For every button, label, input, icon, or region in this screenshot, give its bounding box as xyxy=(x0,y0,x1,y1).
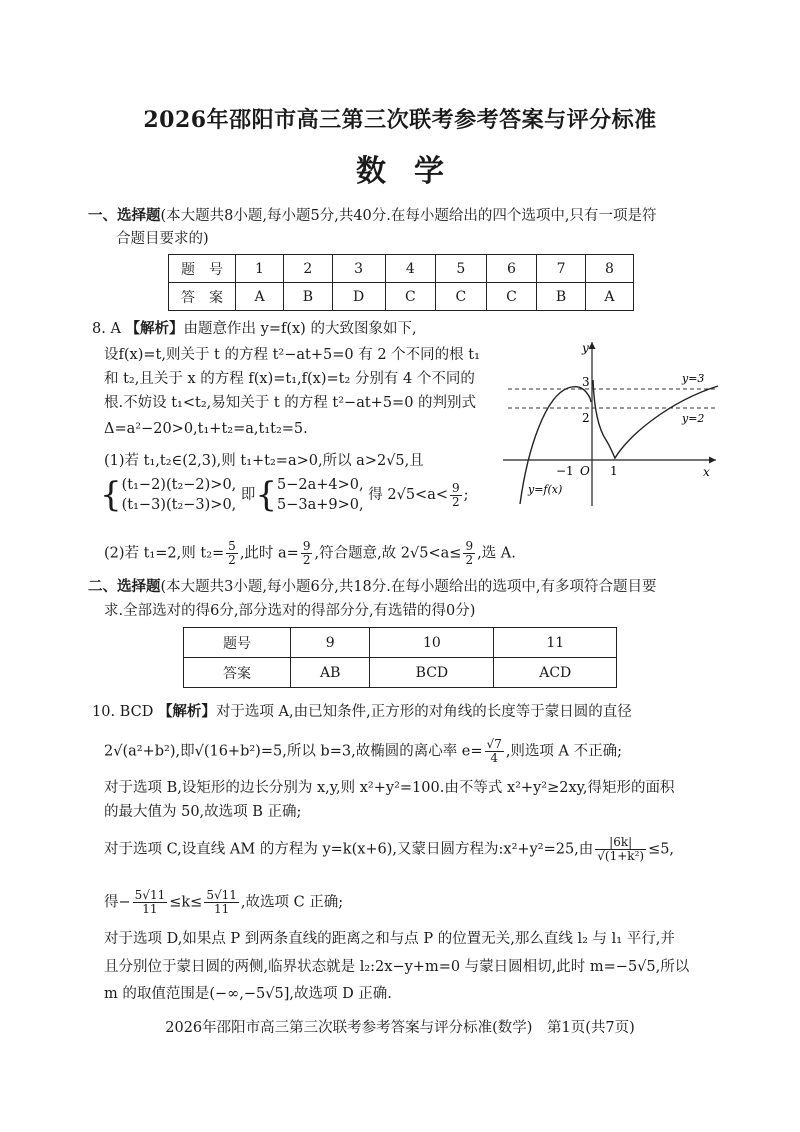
table-cell: 2 xyxy=(284,255,333,283)
section1-desc: (本大题共8小题,每小题5分,共40分.在每小题给出的四个选项中,只有一项是符 xyxy=(160,208,657,224)
y2-label: y=2 xyxy=(682,412,705,425)
table-cell: C xyxy=(486,283,537,311)
q8-line3: 和 t₂,且关于 x 的方程 f(x)=t₁,f(x)=t₂ 分别有 4 个不同的 xyxy=(104,371,475,387)
q8-line1 xyxy=(92,318,417,340)
table-header-cell: 题号 xyxy=(184,628,291,658)
table-cell: B xyxy=(537,283,586,311)
q8-head: 8. A xyxy=(92,321,121,337)
function-graph xyxy=(498,336,723,511)
table-cell: 9 xyxy=(291,628,370,658)
result-text: 得 2√5<a< xyxy=(368,487,448,503)
table-cell: BCD xyxy=(370,658,494,688)
denominator: 11 xyxy=(213,902,230,916)
table-row xyxy=(184,628,617,658)
semicolon: ; xyxy=(463,487,469,503)
tick-minus-1: −1 xyxy=(556,464,574,478)
system-2-eq-b: 5−3a+9>0, xyxy=(277,497,364,513)
table-cell: B xyxy=(284,283,333,311)
numerator: 9 xyxy=(302,539,311,553)
curve-label: y=f(x) xyxy=(528,483,563,496)
numerator: 5√11 xyxy=(134,888,166,902)
section2-heading: 二、选择题 xyxy=(88,578,161,595)
table-cell: 10 xyxy=(370,628,494,658)
system-2-eq-a: 5−2a+4>0, xyxy=(277,477,364,493)
q8-line8-b: ,此时 a= xyxy=(239,545,299,562)
q10-line5-a: 对于选项 C,设直线 AM 的方程为 y=k(x+6),又蒙日圆方程为:x²+y²=25,由 xyxy=(104,841,594,858)
fraction xyxy=(226,540,238,567)
fraction xyxy=(595,836,646,863)
q8-text: 由题意作出 y=f(x) 的大致图象如下, xyxy=(183,321,417,337)
y3-label: y=3 xyxy=(682,372,705,385)
tick-2: 2 xyxy=(582,411,590,425)
table-header-cell: 题 号 xyxy=(169,255,236,283)
section2-line1 xyxy=(88,576,657,598)
system-1-eq-a: (t₁−2)(t₂−2)>0, xyxy=(121,477,237,493)
system-2 xyxy=(277,475,364,515)
q10-line2-a: 2√(a²+b²),即√(16+b²)=5,所以 b=3,故椭圆的离心率 e= xyxy=(104,743,483,760)
system-1 xyxy=(122,475,237,515)
denominator: 2 xyxy=(302,553,311,567)
answer-table-2 xyxy=(183,627,617,688)
left-brace: { xyxy=(100,475,122,515)
q10-line5-b: ≤5, xyxy=(648,841,675,858)
q8-line5: Δ=a²−20>0,t₁+t₂=a,t₁t₂=5. xyxy=(104,421,308,437)
q10-line3: 对于选项 B,设矩形的边长分别为 x,y,则 x²+y²=100.由不等式 x²+y²≥2xy,得矩形的面积 xyxy=(104,780,675,796)
q10-head: 10. BCD xyxy=(92,704,154,720)
table-cell: 11 xyxy=(494,628,617,658)
y-axis-label: y xyxy=(582,341,589,355)
x-axis-label: x xyxy=(703,465,710,479)
section1-desc-line2: 合题目要求的) xyxy=(116,231,209,247)
q8-line8-d: ,选 A. xyxy=(477,545,516,562)
numerator: 5√11 xyxy=(206,888,237,902)
fraction xyxy=(450,482,462,509)
denominator: 2 xyxy=(228,553,236,567)
q10-line2 xyxy=(104,738,622,765)
q8-system-line xyxy=(100,475,469,515)
origin-label: O xyxy=(580,464,590,478)
numerator: 9 xyxy=(465,539,474,553)
fraction xyxy=(485,738,504,765)
fraction xyxy=(463,540,475,567)
q8-line6: (1)若 t₁,t₂∈(2,3),则 t₁+t₂=a>0,所以 a>2√5,且 xyxy=(104,453,424,469)
table-cell: 3 xyxy=(332,255,385,283)
q10-line6-a: 得− xyxy=(104,894,131,911)
numerator: 9 xyxy=(452,480,460,495)
table-header-cell: 答 案 xyxy=(169,283,236,311)
numerator: 5 xyxy=(228,539,236,553)
table-cell: ACD xyxy=(494,658,617,688)
q10-line6-b: ≤k≤ xyxy=(169,894,203,911)
table-cell: 1 xyxy=(236,255,284,283)
document-title: 2026年邵阳市高三第三次联考参考答案与评分标准 xyxy=(143,107,657,133)
q8-line8-c: ,符合题意,故 2√5<a≤ xyxy=(314,545,462,562)
system-1-eq-b: (t₁−3)(t₂−3)>0, xyxy=(121,497,237,513)
answer-table-1 xyxy=(168,254,634,311)
numerator: √7 xyxy=(486,737,502,751)
q10-line9: m 的取值范围是(−∞,−5√5],故选项 D 正确. xyxy=(104,986,392,1002)
q10-line1 xyxy=(92,701,632,723)
q10-line5 xyxy=(104,836,674,863)
table-cell: 8 xyxy=(585,255,633,283)
ji-text: 即 xyxy=(240,487,256,503)
q10-line7: 对于选项 D,如果点 P 到两条直线的距离之和与点 P 的位置无关,那么直线 l₂ 与 l₁ 平行,并 xyxy=(104,931,675,947)
section2-desc: (本大题共3小题,每小题6分,共18分.在每小题给出的选项中,有多项符合题目要 xyxy=(160,579,657,595)
table-cell: 7 xyxy=(537,255,586,283)
tick-1: 1 xyxy=(610,464,618,478)
numerator: |6k| xyxy=(595,836,646,850)
table-row xyxy=(184,658,617,688)
denominator: 2 xyxy=(465,553,474,567)
q10-text: 对于选项 A,由已知条件,正方形的对角线的长度等于蒙日圆的直径 xyxy=(215,704,632,720)
q10-line6 xyxy=(104,889,343,916)
table-row xyxy=(169,283,634,311)
table-cell: AB xyxy=(291,658,370,688)
table-row xyxy=(169,255,634,283)
table-cell: C xyxy=(385,283,436,311)
q8-line8-a: (2)若 t₁=2,则 t₂= xyxy=(104,545,225,562)
section1-heading: 一、选择题 xyxy=(88,207,161,224)
q10-tag: 【解析】 xyxy=(157,703,216,720)
table-header-cell: 答案 xyxy=(184,658,291,688)
fraction xyxy=(133,889,168,916)
table-cell: A xyxy=(236,283,284,311)
table-cell: 4 xyxy=(385,255,436,283)
fraction xyxy=(301,540,313,567)
q8-line8 xyxy=(104,540,516,567)
q8-tag: 【解析】 xyxy=(125,320,184,337)
table-cell: 5 xyxy=(436,255,487,283)
section1-line1 xyxy=(88,205,657,227)
q8-line2: 设f(x)=t,则关于 t 的方程 t²−at+5=0 有 2 个不同的根 t₁ xyxy=(104,347,480,363)
denominator: √(1+k²) xyxy=(597,849,645,863)
fraction xyxy=(204,889,239,916)
q10-line6-c: ,故选项 C 正确; xyxy=(240,894,344,911)
denominator: 2 xyxy=(452,494,460,509)
q10-line4: 的最大值为 50,故选项 B 正确; xyxy=(104,804,302,820)
denominator: 11 xyxy=(142,902,158,916)
table-cell: D xyxy=(332,283,385,311)
page-footer: 2026年邵阳市高三第三次联考参考答案与评分标准(数学) 第1页(共7页) xyxy=(165,1020,635,1036)
q8-line4: 根.不妨设 t₁<t₂,易知关于 t 的方程 t²−at+5=0 的判别式 xyxy=(104,395,477,411)
table-cell: 6 xyxy=(486,255,537,283)
left-brace: { xyxy=(255,475,278,515)
table-cell: C xyxy=(436,283,487,311)
denominator: 4 xyxy=(490,751,498,765)
table-cell: A xyxy=(585,283,633,311)
section2-desc-line2: 求.全部选对的得6分,部分选对的得部分分,有选错的得0分) xyxy=(104,603,476,619)
tick-3: 3 xyxy=(582,375,590,389)
q10-line2-b: ,则选项 A 不正确; xyxy=(505,743,623,760)
q10-line8: 且分别位于蒙日圆的两侧,临界状态就是 l₂:2x−y+m=0 与蒙日圆相切,此时 m=−5√5,所以 xyxy=(104,959,690,975)
subject-title: 数学 xyxy=(356,154,472,189)
